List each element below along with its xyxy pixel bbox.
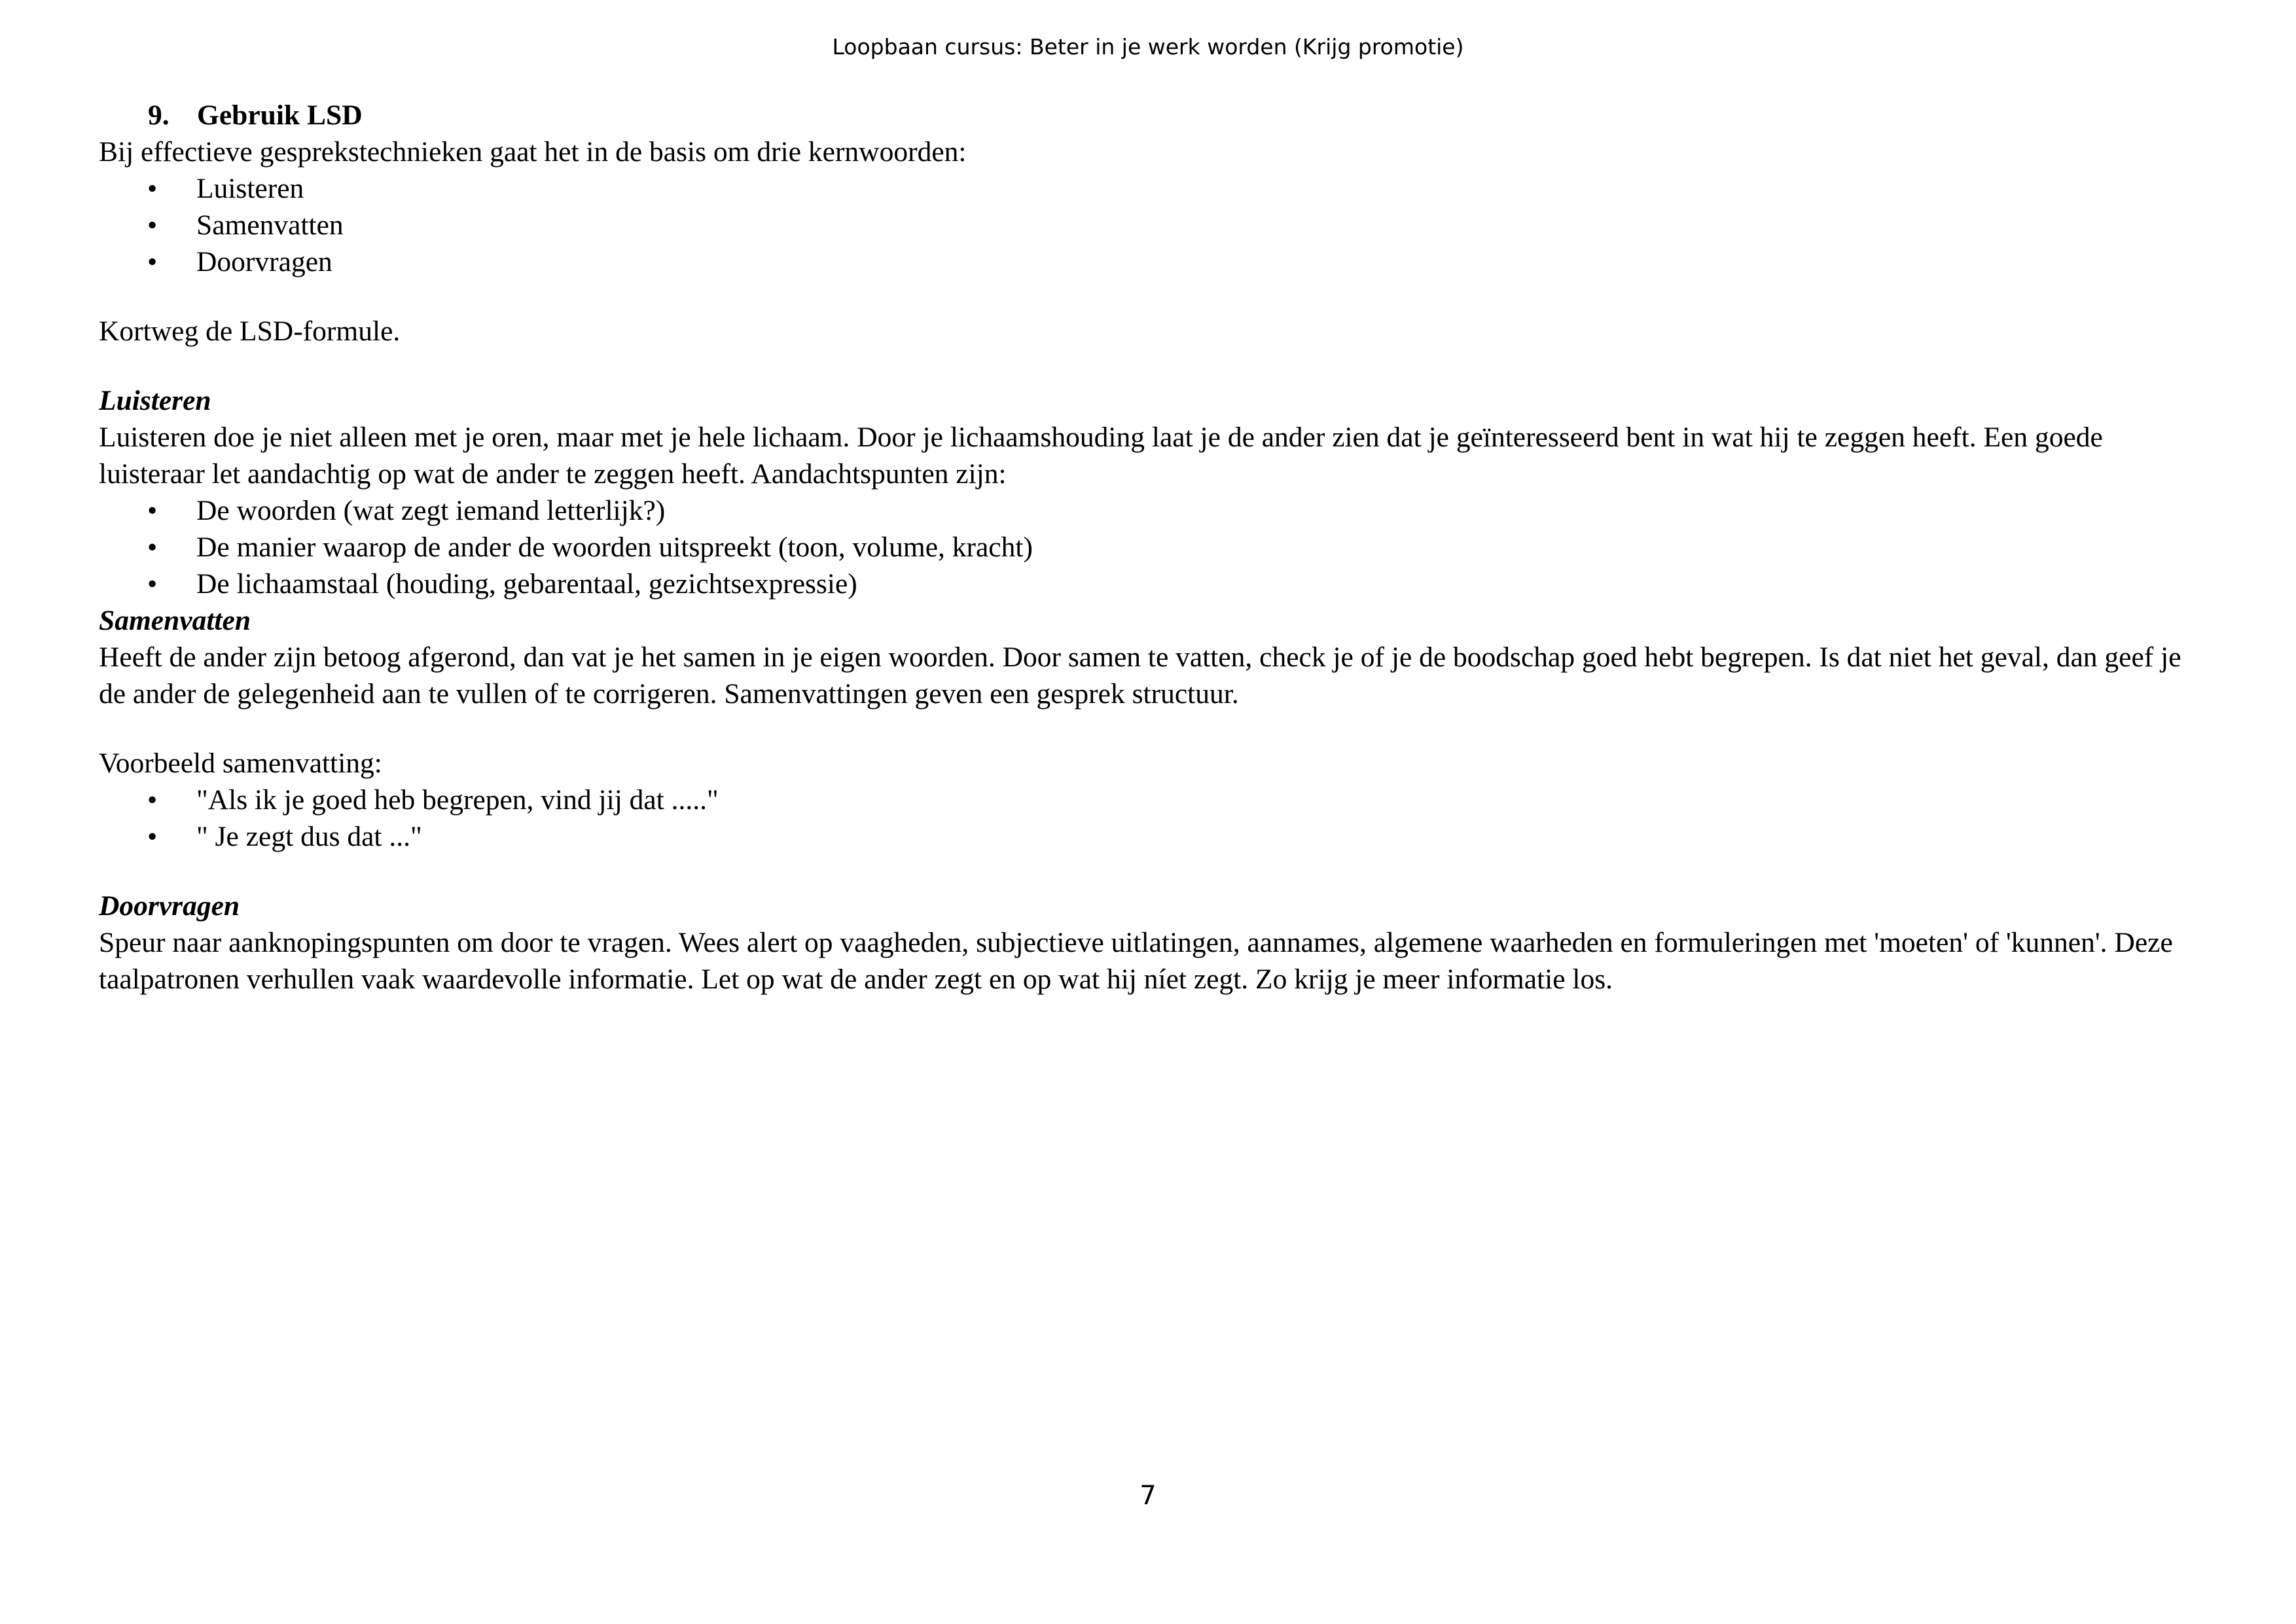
page-number: 7 — [1139, 1481, 1157, 1511]
samenvatten-text: Heeft de ander zijn betoog afgerond, dan vat je het samen in je eigen woorden. Door samen te vatten, check je of je de boodschap goed hebt begrepen. Is dat niet het geval, dan geef je de ander de gelegenheid aan te vullen of te corrigeren. Samenvattingen geven een gesprek structuur. — [99, 641, 2181, 710]
document-body — [99, 97, 2193, 998]
section-intro: Bij effectieve gesprekstechnieken gaat het in de basis om drie kernwoorden: — [99, 136, 967, 168]
doorvragen-heading: Doorvragen — [99, 890, 240, 922]
list-item: • De lichaamstaal (houding, gebarentaal, gezichtsexpressie) — [99, 566, 2193, 602]
list-item: • Samenvatten — [99, 207, 2193, 244]
list-item: • De woorden (wat zegt iemand letterlijk?) — [99, 492, 2193, 529]
list-item: • " Je zegt dus dat ..." — [99, 818, 2193, 855]
list-item: • Luisteren — [99, 170, 2193, 207]
doorvragen-text: Speur naar aanknopingspunten om door te vragen. Wees alert op vaagheden, subjectieve uitlatingen, aannames, algemene waarheden en formuleringen met 'moeten' of 'kunnen'. Deze taalpatronen verhullen vaak waardevolle informatie. Let op wat de ander zegt en op wat hij níet zegt. Zo krijg je meer informatie los. — [99, 927, 2173, 995]
samenvatten-heading: Samenvatten — [99, 605, 251, 636]
keyword-list — [99, 170, 2193, 280]
section-number: 9. — [148, 99, 170, 131]
page-header: Loopbaan cursus: Beter in je werk worden (Krijg promotie) — [832, 34, 1464, 60]
luisteren-text: Luisteren doe je niet alleen met je oren, maar met je hele lichaam. Door je lichaamshouding laat je de ander zien dat je geïnteresseerd bent in wat hij te zeggen heeft. Een goede luisteraar let aandachtig op wat de ander te zeggen heeft. Aandachtspunten zijn: — [99, 422, 2103, 490]
section-heading — [148, 97, 2193, 134]
list-item: • "Als ik je goed heb begrepen, vind jij dat ....." — [99, 782, 2193, 818]
samenvatten-example-label: Voorbeeld samenvatting: — [99, 748, 382, 779]
list-item: • Doorvragen — [99, 244, 2193, 280]
luisteren-heading: Luisteren — [99, 385, 211, 416]
section-summary: Kortweg de LSD-formule. — [99, 316, 401, 347]
list-item: • De manier waarop de ander de woorden uitspreekt (toon, volume, kracht) — [99, 529, 2193, 566]
luisteren-points — [99, 492, 2193, 602]
samenvatten-examples — [99, 782, 2193, 855]
section-title: Gebruik LSD — [197, 99, 363, 131]
